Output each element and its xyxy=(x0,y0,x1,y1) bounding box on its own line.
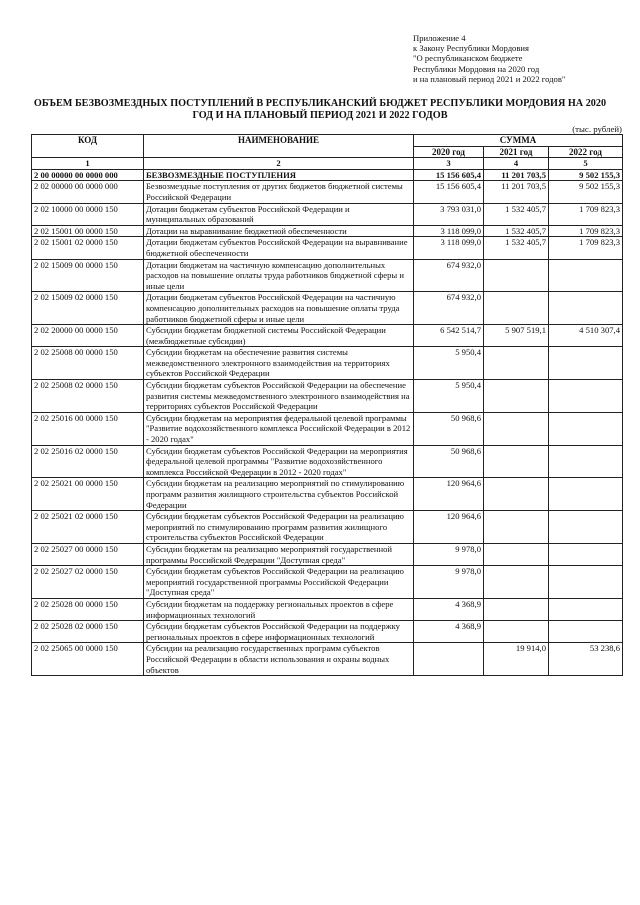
row-sum-2021 xyxy=(484,445,549,478)
row-sum-2020: 4 368,9 xyxy=(414,621,484,643)
row-sum-2022: 1 709 823,3 xyxy=(549,225,623,237)
row-sum-2021 xyxy=(484,347,549,380)
row-sum-2022 xyxy=(549,445,623,478)
row-code: 2 02 25016 02 0000 150 xyxy=(32,445,144,478)
row-name: Дотации бюджетам субъектов Российской Федерации на частичную компенсацию дополнительных расходов на повышение оплаты труда работников бюджетной сферы и иные цели xyxy=(144,292,414,325)
row-sum-2021 xyxy=(484,292,549,325)
table-row xyxy=(32,181,623,203)
row-sum-2020: 4 368,9 xyxy=(414,598,484,620)
row-code: 2 02 25027 02 0000 150 xyxy=(32,566,144,599)
table-row xyxy=(32,412,623,445)
row-code: 2 02 00000 00 0000 000 xyxy=(32,181,144,203)
row-sum-2022 xyxy=(549,412,623,445)
table-row xyxy=(32,543,623,565)
column-index: 4 xyxy=(484,158,549,170)
row-sum-2021: 11 201 703,5 xyxy=(484,181,549,203)
row-name: Дотации бюджетам на частичную компенсацию дополнительных расходов на повышение оплаты труда работников бюджетной сферы и иные цели xyxy=(144,259,414,292)
row-sum-2020: 3 793 031,0 xyxy=(414,203,484,225)
table-row xyxy=(32,643,623,676)
row-sum-2020: 9 978,0 xyxy=(414,566,484,599)
row-code: 2 02 25008 02 0000 150 xyxy=(32,380,144,413)
row-name: Субсидии бюджетам субъектов Российской Федерации на реализацию мероприятий по стимулированию программ развития жилищного строительства субъектов Российской Федерации xyxy=(144,511,414,544)
table-row xyxy=(32,566,623,599)
table-row xyxy=(32,380,623,413)
row-sum-2022 xyxy=(549,566,623,599)
row-sum-2021: 1 532 405,7 xyxy=(484,237,549,259)
row-sum-2022 xyxy=(549,292,623,325)
table-row xyxy=(32,169,623,181)
appendix-line: и на плановый период 2021 и 2022 годов" xyxy=(413,73,566,84)
column-index: 1 xyxy=(32,158,144,170)
header-code: КОД xyxy=(32,135,144,158)
column-index: 5 xyxy=(549,158,623,170)
row-code: 2 02 25021 00 0000 150 xyxy=(32,478,144,511)
row-sum-2021 xyxy=(484,566,549,599)
row-sum-2020: 674 932,0 xyxy=(414,259,484,292)
row-name: Субсидии бюджетам на поддержку региональных проектов в сфере информационных технологий xyxy=(144,598,414,620)
row-sum-2022: 4 510 307,4 xyxy=(549,325,623,347)
row-sum-2021: 1 532 405,7 xyxy=(484,225,549,237)
row-name: Субсидии бюджетам субъектов Российской Федерации на поддержку региональных проектов в сфере информационных технологий xyxy=(144,621,414,643)
row-sum-2022 xyxy=(549,478,623,511)
row-sum-2021 xyxy=(484,543,549,565)
row-sum-2020: 3 118 099,0 xyxy=(414,225,484,237)
row-code: 2 02 15001 00 0000 150 xyxy=(32,225,144,237)
row-name: Субсидии бюджетам субъектов Российской Федерации на реализацию мероприятий государственной программы Российской Федерации "Доступная среда" xyxy=(144,566,414,599)
row-sum-2021 xyxy=(484,621,549,643)
table-row xyxy=(32,259,623,292)
row-sum-2020: 50 968,6 xyxy=(414,445,484,478)
document-title xyxy=(20,98,620,122)
row-sum-2021: 11 201 703,5 xyxy=(484,169,549,181)
row-sum-2020: 5 950,4 xyxy=(414,347,484,380)
row-code: 2 02 25021 02 0000 150 xyxy=(32,511,144,544)
header-year-2022: 2022 год xyxy=(549,146,623,158)
header-year-2020: 2020 год xyxy=(414,146,484,158)
row-sum-2022 xyxy=(549,543,623,565)
row-sum-2021 xyxy=(484,598,549,620)
row-code: 2 02 25065 00 0000 150 xyxy=(32,643,144,676)
row-sum-2022: 9 502 155,3 xyxy=(549,181,623,203)
row-name: Субсидии бюджетам субъектов Российской Федерации на обеспечение развития системы межведомственного электронного взаимодействия на территориях субъектов Российской Федерации xyxy=(144,380,414,413)
row-sum-2020: 674 932,0 xyxy=(414,292,484,325)
header-name: НАИМЕНОВАНИЕ xyxy=(144,135,414,158)
row-name: Дотации бюджетам субъектов Российской Федерации на выравнивание бюджетной обеспеченности xyxy=(144,237,414,259)
row-sum-2021 xyxy=(484,478,549,511)
row-name: Субсидии бюджетам на мероприятия федеральной целевой программы "Развитие водохозяйственного комплекса Российской Федерации в 2012 - 2020 годах" xyxy=(144,412,414,445)
row-sum-2022 xyxy=(549,347,623,380)
row-code: 2 02 25028 02 0000 150 xyxy=(32,621,144,643)
appendix-line: "О республиканском бюджете xyxy=(413,53,523,64)
row-code: 2 00 00000 00 0000 000 xyxy=(32,169,144,181)
table-row xyxy=(32,225,623,237)
row-name: Дотации бюджетам субъектов Российской Федерации и муниципальных образований xyxy=(144,203,414,225)
row-name: Субсидии бюджетам на обеспечение развития системы межведомственного электронного взаимодействия на территориях субъектов Российской Федерации xyxy=(144,347,414,380)
row-name: Субсидии бюджетам на реализацию мероприятий по стимулированию программ развития жилищного строительства субъектов Российской Федерации xyxy=(144,478,414,511)
title-line-1: ОБЪЕМ БЕЗВОЗМЕЗДНЫХ ПОСТУПЛЕНИЙ В РЕСПУБЛИКАНСКИЙ БЮДЖЕТ РЕСПУБЛИКИ МОРДОВИЯ НА 2020 xyxy=(33,98,607,109)
header-year-2021: 2021 год xyxy=(484,146,549,158)
row-sum-2022: 53 238,6 xyxy=(549,643,623,676)
units-label: (тыс. рублей) xyxy=(572,124,622,134)
column-index: 2 xyxy=(144,158,414,170)
appendix-line: к Закону Республики Мордовия xyxy=(413,43,529,54)
row-sum-2021 xyxy=(484,412,549,445)
row-sum-2020: 15 156 605,4 xyxy=(414,169,484,181)
row-name: Дотации на выравнивание бюджетной обеспеченности xyxy=(144,225,414,237)
row-sum-2021 xyxy=(484,511,549,544)
appendix-note xyxy=(413,33,623,84)
row-code: 2 02 15001 02 0000 150 xyxy=(32,237,144,259)
row-code: 2 02 25016 00 0000 150 xyxy=(32,412,144,445)
row-sum-2022 xyxy=(549,380,623,413)
row-sum-2022 xyxy=(549,621,623,643)
row-code: 2 02 25028 00 0000 150 xyxy=(32,598,144,620)
row-sum-2022: 9 502 155,3 xyxy=(549,169,623,181)
row-name: Субсидии бюджетам бюджетной системы Российской Федерации (межбюджетные субсидии) xyxy=(144,325,414,347)
row-name: Субсидии бюджетам на реализацию мероприятий государственной программы Российской Федерации "Доступная среда" xyxy=(144,543,414,565)
row-sum-2021: 19 914,0 xyxy=(484,643,549,676)
row-code: 2 02 25008 00 0000 150 xyxy=(32,347,144,380)
header-sum: СУММА xyxy=(414,135,623,147)
row-sum-2020: 3 118 099,0 xyxy=(414,237,484,259)
row-sum-2020: 50 968,6 xyxy=(414,412,484,445)
row-sum-2021: 5 907 519,1 xyxy=(484,325,549,347)
row-name: БЕЗВОЗМЕЗДНЫЕ ПОСТУПЛЕНИЯ xyxy=(144,169,414,181)
row-sum-2020: 5 950,4 xyxy=(414,380,484,413)
table-row xyxy=(32,292,623,325)
row-sum-2021: 1 532 405,7 xyxy=(484,203,549,225)
revenue-table xyxy=(31,134,623,676)
table-row xyxy=(32,445,623,478)
table-row xyxy=(32,325,623,347)
row-sum-2020: 120 964,6 xyxy=(414,478,484,511)
row-name: Безвозмездные поступления от других бюджетов бюджетной системы Российской Федерации xyxy=(144,181,414,203)
row-sum-2022 xyxy=(549,259,623,292)
title-line-2: ГОД И НА ПЛАНОВЫЙ ПЕРИОД 2021 И 2022 ГОДОВ xyxy=(192,110,448,121)
appendix-line: Республики Мордовия на 2020 год xyxy=(413,63,540,74)
row-sum-2020: 6 542 514,7 xyxy=(414,325,484,347)
row-code: 2 02 15009 00 0000 150 xyxy=(32,259,144,292)
table-row xyxy=(32,511,623,544)
row-sum-2022: 1 709 823,3 xyxy=(549,237,623,259)
row-sum-2020: 15 156 605,4 xyxy=(414,181,484,203)
row-sum-2020: 9 978,0 xyxy=(414,543,484,565)
table-row xyxy=(32,237,623,259)
row-sum-2020: 120 964,6 xyxy=(414,511,484,544)
table-row xyxy=(32,203,623,225)
table-row xyxy=(32,621,623,643)
table-row xyxy=(32,347,623,380)
column-index: 3 xyxy=(414,158,484,170)
row-code: 2 02 10000 00 0000 150 xyxy=(32,203,144,225)
row-sum-2021 xyxy=(484,380,549,413)
row-name: Субсидии на реализацию государственных программ субъектов Российской Федерации в области использования и охраны водных объектов xyxy=(144,643,414,676)
row-sum-2022 xyxy=(549,598,623,620)
row-name: Субсидии бюджетам субъектов Российской Федерации на мероприятия федеральной целевой программы "Развитие водохозяйственного комплекса Российской Федерации в 2012 - 2020 годах" xyxy=(144,445,414,478)
row-sum-2022 xyxy=(549,511,623,544)
row-code: 2 02 25027 00 0000 150 xyxy=(32,543,144,565)
table-row xyxy=(32,478,623,511)
table-row xyxy=(32,598,623,620)
row-sum-2020 xyxy=(414,643,484,676)
row-sum-2021 xyxy=(484,259,549,292)
row-code: 2 02 20000 00 0000 150 xyxy=(32,325,144,347)
appendix-line: Приложение 4 xyxy=(413,33,466,43)
row-code: 2 02 15009 02 0000 150 xyxy=(32,292,144,325)
row-sum-2022: 1 709 823,3 xyxy=(549,203,623,225)
